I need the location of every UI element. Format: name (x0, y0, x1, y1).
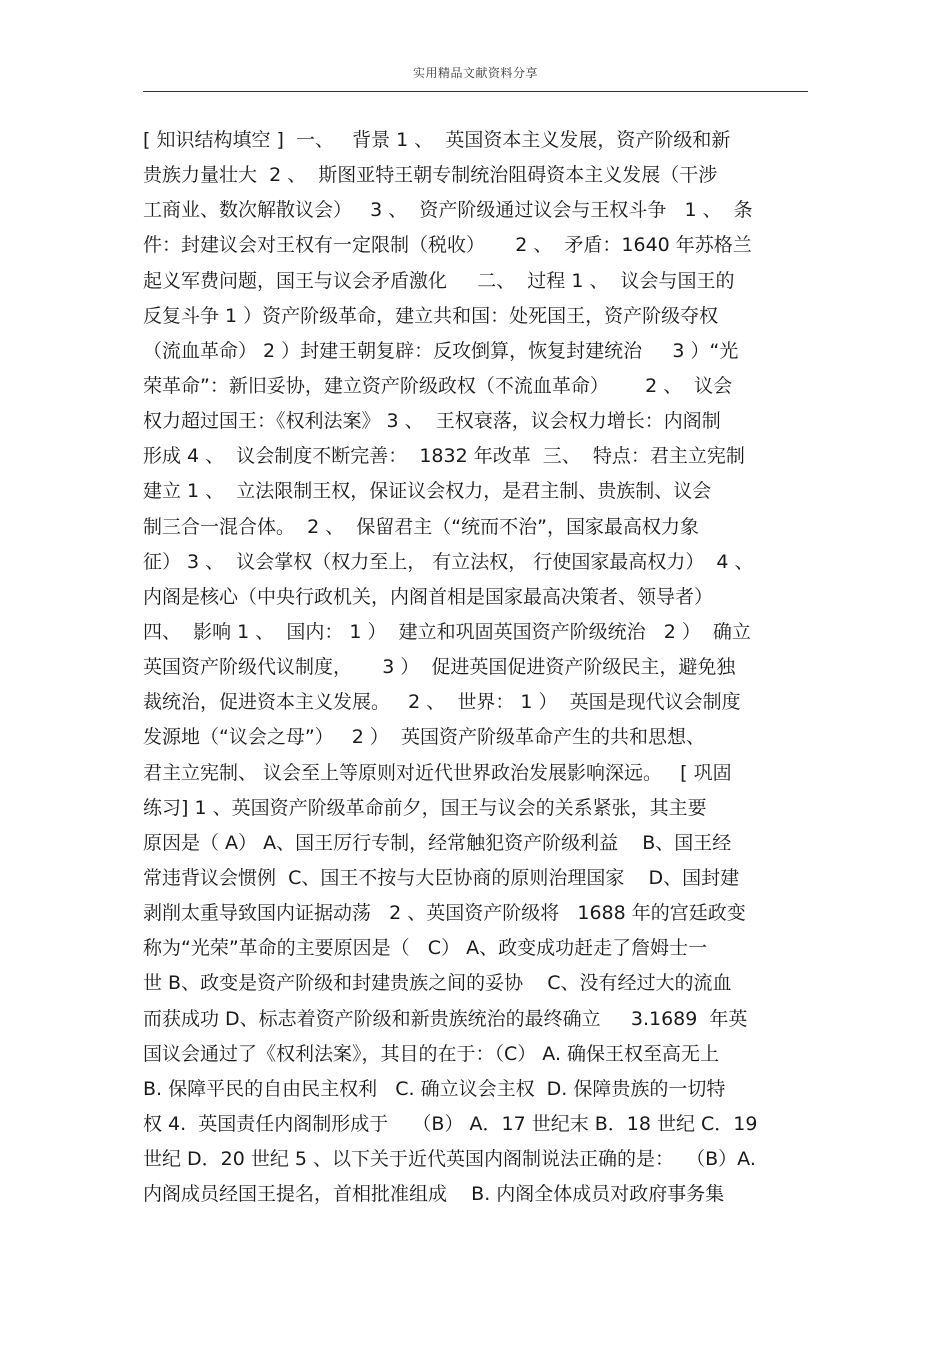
text-line: 贵族力量壮大 2 、 斯图亚特王朝专制统治阻碍资本主义发展（干涉 (143, 164, 718, 187)
text-line: 常违背议会惯例 C、国王不按与大臣协商的原则治理国家 D、国封建 (143, 866, 740, 889)
text-line: 世 B、政变是资产阶级和封建贵族之间的妥协 C、没有经过大的流血 (143, 972, 732, 995)
text-line: 权力超过国王：《权利法案》 3 、 王权衰落，议会权力增长：内阁制 (143, 410, 721, 433)
text-line: 君主立宪制、 议会至上等原则对近代世界政治发展影响深远。 [ 巩固 (143, 761, 732, 784)
text-line: 英国资产阶级代议制度， 3 ） 促进英国促进资产阶级民主，避免独 (143, 656, 736, 679)
text-line: 内阁成员经国王提名，首相批准组成 B. 内阁全体成员对政府事务集 (143, 1183, 725, 1206)
text-line: 称为“光荣”革命的主要原因是（ C） A、政变成功赶走了詹姆士一 (143, 937, 708, 960)
text-line: 件：封建议会对王权有一定限制（税收） 2 、 矛盾：1640 年苏格兰 (143, 234, 752, 257)
text-line: 世纪 D．20 世纪 5 、以下关于近代英国内阁制说法正确的是： （B）A. (143, 1148, 756, 1171)
text-line: 反复斗争 1 ）资产阶级革命，建立共和国：处死国王，资产阶级夺权 (143, 304, 719, 327)
text-line: 征） 3 、 议会掌权（权力至上， 有立法权， 行使国家最高权力） 4 、 (143, 550, 754, 573)
text-line: B. 保障平民的自由民主权利 C. 确立议会主权 D. 保障贵族的一切特 (143, 1077, 726, 1100)
text-line: 而获成功 D、标志着资产阶级和新贵族统治的最终确立 3.1689 年英 (143, 1007, 748, 1030)
text-line: 建立 1 、 立法限制王权，保证议会权力，是君主制、贵族制、议会 (143, 480, 712, 503)
text-line: 权 4. 英国责任内阁制形成于 （B） A．17 世纪末 B．18 世纪 C．19 (143, 1112, 758, 1135)
page-header-title: 实用精品文献资料分享 (412, 66, 538, 80)
document-body (143, 123, 811, 1212)
text-line: 内阁是核心（中央行政机关，内阁首相是国家最高决策者、领导者） (143, 585, 714, 608)
text-line: 原因是（ A） A、国王厉行专制，经常触犯资产阶级利益 B、国王经 (143, 831, 732, 854)
text-line: （流血革命） 2 ）封建王朝复辟：反攻倒算，恢复封建统治 3 ）“光 (143, 339, 739, 362)
text-line: 裁统治，促进资本主义发展。 2 、 世界： 1 ） 英国是现代议会制度 (143, 691, 741, 714)
text-line: 起义军费问题，国王与议会矛盾激化 二、 过程 1 、 议会与国王的 (143, 269, 735, 292)
text-line: 四、 影响 1 、 国内： 1 ） 建立和巩固英国资产阶级统治 2 ） 确立 (143, 620, 751, 643)
text-line: 练习] 1 、英国资产阶级革命前夕，国王与议会的关系紧张，其主要 (143, 796, 707, 819)
text-line: 国议会通过了《权利法案》，其目的在于：（C） A. 确保王权至高无上 (143, 1042, 720, 1065)
text-line: [ 知识结构填空 ] 一、 背景 1 、 英国资本主义发展，资产阶级和新 (143, 129, 731, 151)
text-line: 荣革命”：新旧妥协，建立资产阶级政权（不流血革命） 2 、 议会 (143, 374, 733, 397)
text-line: 工商业、数次解散议会） 3 、 资产阶级通过议会与王权斗争 1 、 条 (143, 199, 753, 222)
text-line: 剥削太重导致国内证据动荡 2 、英国资产阶级将 1688 年的宫廷政变 (143, 902, 746, 925)
text-line: 发源地（“议会之母”） 2 ） 英国资产阶级革命产生的共和思想、 (143, 726, 706, 749)
header-divider (143, 91, 808, 92)
text-line: 制三合一混合体。 2 、 保留君主（“统而不治”，国家最高权力象 (143, 515, 699, 538)
text-line: 形成 4 、 议会制度不断完善： 1832 年改革 三、 特点：君主立宪制 (143, 445, 745, 468)
